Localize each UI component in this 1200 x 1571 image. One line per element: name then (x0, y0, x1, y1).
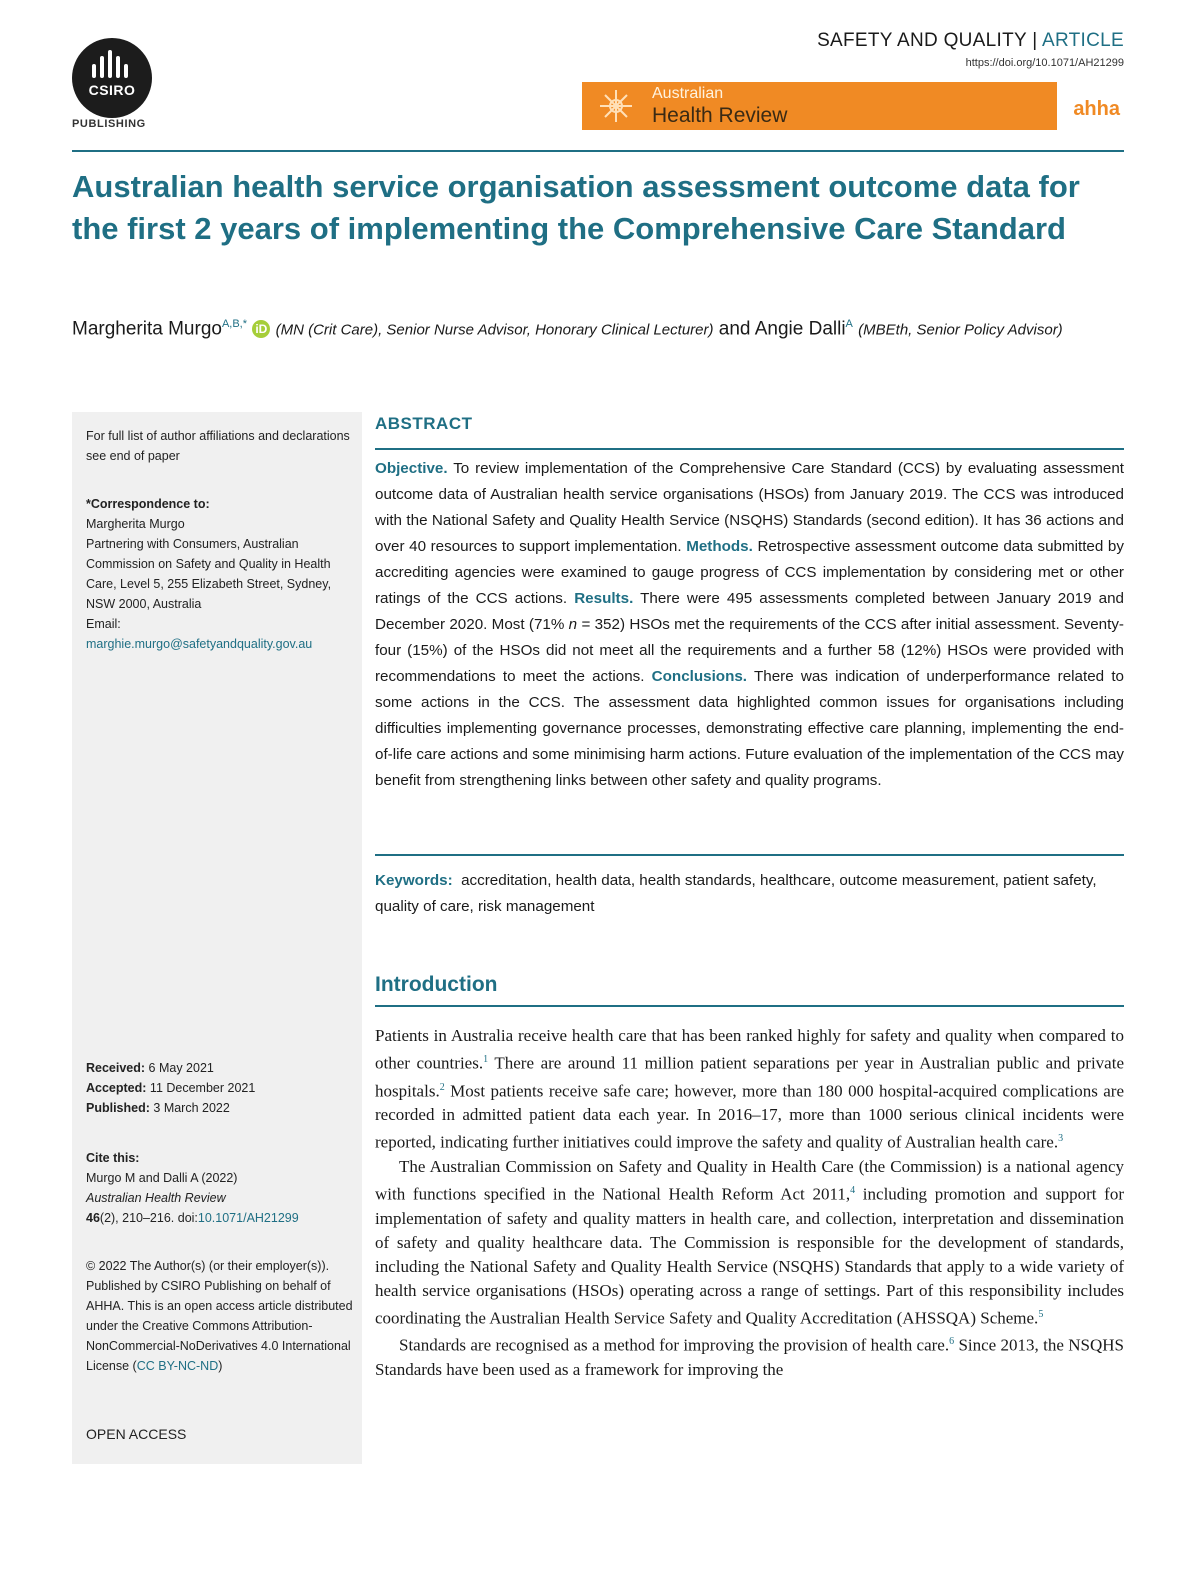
published-date: 3 March 2022 (153, 1101, 230, 1115)
intro-p2-text-b: including promotion and support for implementation of safety and quality matters in health care, and collection, interpretation and dissemination of safety and quality healthcare data. The Commission is responsible for the development of standards, including the National Safety and Quality Health Service (NSQHS) Standards that apply to a wide variety of health service organisations (HSOs) operating across a range of settings. Part of this responsibility includes coordinating the Australian Health Service Safety and Quality Accreditation (AHSSQA) Scheme. (375, 1184, 1124, 1328)
author-1-credentials: (MN (Crit Care), Senior Nurse Advisor, Honorary Clinical Lecturer) (275, 321, 714, 339)
author-conjunction: and (718, 318, 751, 340)
intro-paragraph-1 (375, 1024, 1124, 1155)
correspondence-name: Margherita Murgo (86, 517, 185, 531)
reference-2[interactable]: 2 (439, 1081, 445, 1093)
reference-4[interactable]: 4 (850, 1184, 856, 1196)
cite-pages: (2), 210–216. doi: (99, 1211, 198, 1225)
keywords-text: accreditation, health data, health standards, healthcare, outcome measurement, patient safety, quality of care, risk management (375, 872, 1097, 915)
author-2-affil-marks: A (845, 318, 853, 330)
license-link[interactable]: CC BY-NC-ND (136, 1359, 219, 1373)
intro-p3-text-a: Standards are recognised as a method for improving the provision of health care. (399, 1335, 950, 1355)
correspondence-block (86, 494, 358, 654)
author-2-name[interactable]: Angie Dalli (754, 318, 846, 340)
csiro-logo (72, 38, 152, 118)
received-label: Received: (86, 1061, 146, 1075)
intro-paragraph-3 (375, 1330, 1124, 1382)
banner-background (582, 82, 1057, 130)
correspondence-address: Partnering with Consumers, Australian Commission on Safety and Quality in Health Care, Level 5, 255 Elizabeth Street, Sydney, NSW 2000, Australia (86, 537, 332, 611)
intro-p2-text-a: The Australian Commission on Safety and Quality in Health Care (the Commission) is a national agency with functions specified in the National Health Reform Act 2011, (375, 1156, 1124, 1204)
license-text: © 2022 The Author(s) (or their employer(s)). Published by CSIRO Publishing on behalf of AHHA. This is an open access article distributed under the Creative Commons Attribution-NonCommercial-NoDerivatives 4.0 International License ( (86, 1259, 353, 1373)
journal-name-line1: Australian (652, 85, 724, 102)
abstract-rule-top (375, 448, 1124, 450)
introduction-heading: Introduction (375, 973, 498, 996)
affiliation-note: For full list of author affiliations and declarations see end of paper (86, 429, 350, 463)
conclusions-label: Conclusions. (651, 668, 748, 685)
abstract-rule-bottom (375, 854, 1124, 856)
introduction-rule (375, 1005, 1124, 1007)
author-2-credentials: (MBEth, Senior Policy Advisor) (858, 321, 1063, 339)
results-text-b: = 352) HSOs met the requirements of the CCS after initial assessment. Seventy-four (15%) of the HSOs did not meet all the requirements and a further 58 (12%) HSOs were provided with recommendations to meet the actions. (375, 616, 1124, 685)
article-title: Australian health service organisation assessment outcome data for the first 2 years of implementing the Comprehensive Care Standard (72, 169, 1080, 246)
published-label: Published: (86, 1101, 150, 1115)
keywords (375, 868, 1124, 920)
open-access-badge: OPEN ACCESS (86, 1426, 187, 1442)
intro-p1-text-b: There are around 11 million patient separations per year in Australian public and private hospitals. (375, 1053, 1124, 1101)
orcid-icon[interactable]: iD (252, 320, 270, 338)
reference-3[interactable]: 3 (1058, 1133, 1064, 1145)
reference-6[interactable]: 6 (949, 1336, 955, 1348)
journal-name-line2: Health Review (652, 104, 788, 127)
objective-text: To review implementation of the Comprehensive Care Standard (CCS) by evaluating assessment outcome data of Australian health service organisations (HSOs) from January 2019. The CCS was introduced with the National Safety and Quality Health Service (NSQHS) Standards (second edition). It has 36 actions and over 40 resources to support implementation. (375, 460, 1124, 555)
cite-doi-link[interactable]: 10.1071/AH21299 (197, 1211, 299, 1225)
doi-link[interactable]: https://doi.org/10.1071/AH21299 (965, 57, 1124, 69)
csiro-bars-icon (88, 48, 136, 78)
intro-p3-text-b: Since 2013, the NSQHS Standards have been used as a framework for improving the (375, 1335, 1124, 1379)
section-separator: | (1032, 30, 1038, 51)
results-label: Results. (574, 590, 634, 607)
correspondence-label: *Correspondence to: (86, 497, 210, 511)
intro-paragraph-2 (375, 1155, 1124, 1330)
abstract-heading: ABSTRACT (375, 414, 473, 433)
email-label: Email: (86, 617, 121, 631)
reference-1[interactable]: 1 (483, 1054, 489, 1065)
journal-star-icon (590, 88, 642, 124)
cite-volume: 46 (86, 1211, 100, 1225)
license-close: ) (218, 1359, 223, 1373)
objective-label: Objective. (375, 460, 448, 477)
header-rule (72, 150, 1124, 152)
author-1-name[interactable]: Margherita Murgo (72, 318, 222, 340)
methods-label: Methods. (686, 538, 753, 555)
keywords-label: Keywords: (375, 872, 453, 889)
cite-journal: Australian Health Review (86, 1191, 226, 1205)
citation-block (86, 1148, 358, 1228)
accepted-label: Accepted: (86, 1081, 147, 1095)
author-1-affil-marks: A,B,* (221, 318, 248, 330)
section-label: SAFETY AND QUALITY (817, 30, 1027, 51)
dates-block (86, 1058, 358, 1118)
journal-banner (582, 82, 1124, 130)
csiro-logo-word: CSIRO (88, 82, 136, 98)
cite-authors: Murgo M and Dalli A (2022) (86, 1171, 238, 1185)
abstract-body (375, 456, 1124, 794)
article-sidebar (72, 412, 362, 1464)
publisher-label: PUBLISHING (72, 118, 146, 130)
article-section (817, 30, 1124, 52)
introduction-body (375, 1024, 1124, 1382)
conclusions-text: There was indication of underperformance related to some actions in the CCS. The assessment data highlighted common issues for organisations including difficulties implementing governance processes, demonstrating effective care planning, implementing the end-of-life care actions and some minimising harm actions. Future evaluation of the implementation of the CCS may benefit from strengthening links between other safety and quality programs. (375, 668, 1124, 789)
intro-p1-text-c: Most patients receive safe care; however, more than 180 000 hospital-acquired complications are recorded in admitted patient data each year. In 2016–17, more than 1000 serious clinical incidents were reported, indicating further initiatives could improve the safety and quality of Australian health care. (375, 1081, 1124, 1152)
author-list (72, 308, 1128, 346)
article-type: ARTICLE (1042, 30, 1124, 51)
results-text-a: There were 495 assessments completed between January 2019 and December 2020. Most (71% (375, 590, 1124, 633)
ahha-logo: ahha (1073, 98, 1120, 120)
methods-text: Retrospective assessment outcome data submitted by accrediting agencies were examined to gauge progress of CCS implementation by considering met or other ratings of the CCS actions. (375, 538, 1124, 607)
cite-label: Cite this: (86, 1151, 140, 1165)
reference-5[interactable]: 5 (1038, 1308, 1044, 1320)
license-block (86, 1256, 358, 1376)
email-link[interactable]: marghie.murgo@safetyandquality.gov.au (86, 637, 313, 651)
accepted-date: 11 December 2021 (149, 1081, 256, 1095)
intro-p1-text-a: Patients in Australia receive health care that has been ranked highly for safety and quality when compared to other countries. (375, 1026, 1124, 1073)
received-date: 6 May 2021 (148, 1061, 214, 1075)
results-n-symbol: n (568, 616, 578, 633)
